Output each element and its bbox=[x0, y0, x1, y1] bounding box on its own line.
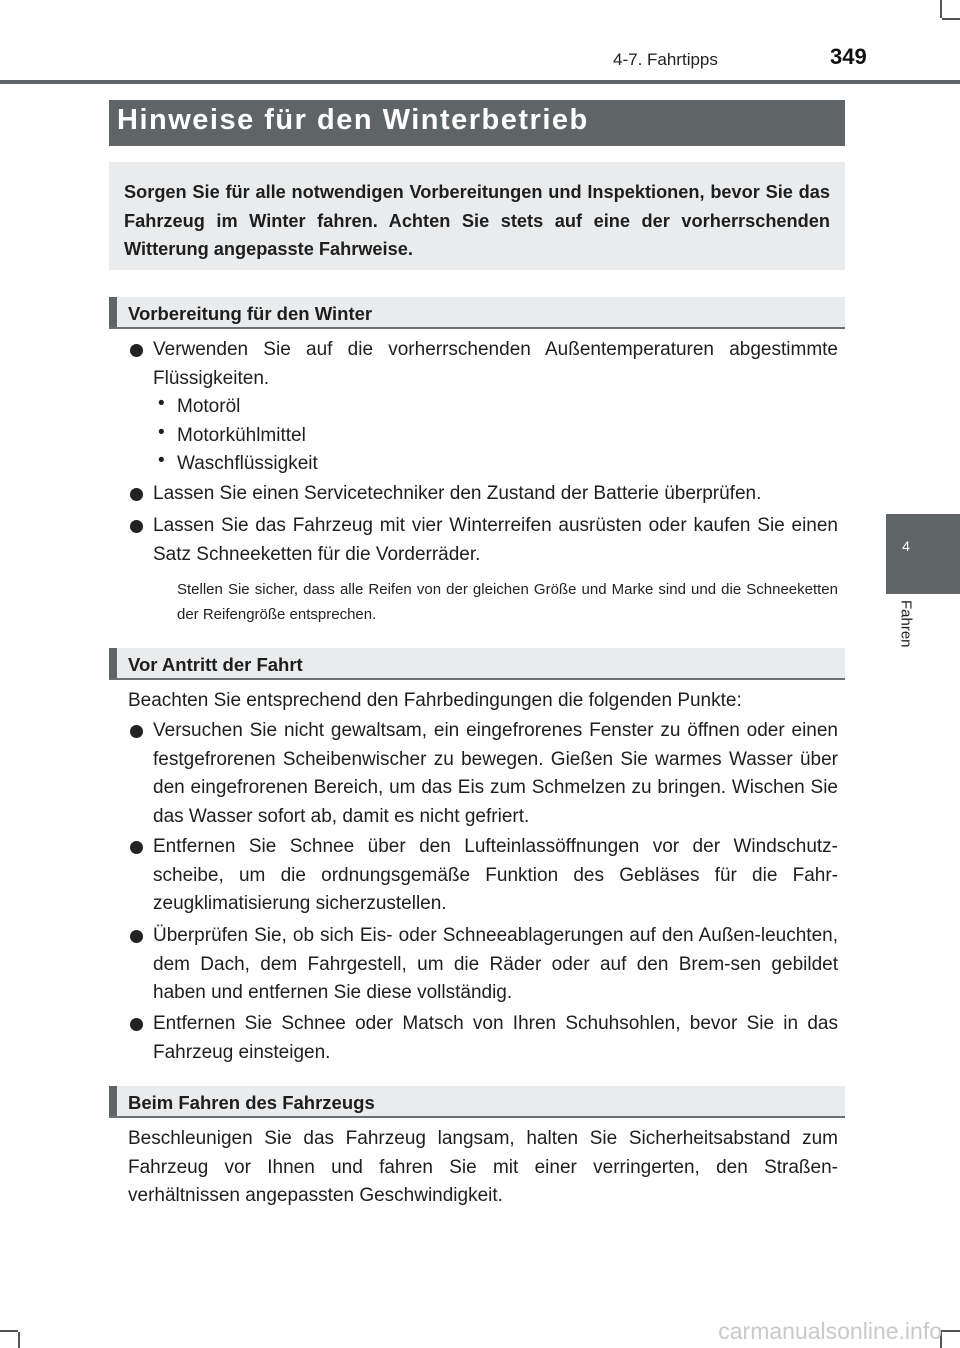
section-heading-text: Beim Fahren des Fahrzeugs bbox=[128, 1092, 375, 1113]
page-title: Hinweise für den Winterbetrieb bbox=[117, 104, 589, 136]
section-lead: Beachten Sie entsprechend den Fahrbedingungen die folgenden Punkte: bbox=[128, 690, 742, 711]
sub-list-item: Waschflüssigkeit bbox=[177, 453, 318, 474]
chapter-label: Fahren bbox=[897, 600, 915, 648]
sub-list-item: Motorkühlmittel bbox=[177, 425, 306, 446]
bullet-icon bbox=[130, 841, 143, 854]
sub-list-item: Motoröl bbox=[177, 396, 241, 417]
list-item: Überprüfen Sie, ob sich Eis- oder Schneeablagerungen auf den Außen-leuchten, dem Dach, dem Fahrgestell, um die Räder oder auf den Brem-sen gebildet haben und entfernen Sie diese vollständig. bbox=[153, 925, 838, 1004]
section-heading-while-driving bbox=[109, 1086, 845, 1118]
list-item: Lassen Sie das Fahrzeug mit vier Winterreifen ausrüsten oder kaufen Sie einen Satz Schneeketten für die Vorderräder. bbox=[153, 515, 838, 565]
list-item: Lassen Sie einen Servicetechniker den Zustand der Batterie überprüfen. bbox=[153, 483, 762, 504]
crop-mark bbox=[942, 1330, 960, 1332]
crop-mark bbox=[0, 1330, 18, 1332]
crop-mark bbox=[942, 18, 960, 20]
bullet-icon bbox=[130, 520, 143, 533]
note-text: Stellen Sie sicher, dass alle Reifen von der gleichen Größe und Marke sind und die Schneeketten der Reifengröße entsprechen. bbox=[177, 581, 838, 623]
sub-bullet-icon: • bbox=[158, 450, 165, 471]
chapter-number: 4 bbox=[902, 538, 910, 554]
watermark: carmanualsonline.info bbox=[718, 1318, 942, 1344]
list-item: Verwenden Sie auf die vorherrschenden Außentemperaturen abgestimmte Flüssigkeiten. bbox=[153, 339, 838, 389]
bullet-icon bbox=[130, 725, 143, 738]
page-number: 349 bbox=[830, 44, 867, 69]
sub-bullet-icon: • bbox=[158, 422, 165, 443]
section-heading-before-drive bbox=[109, 648, 845, 680]
header-rule bbox=[0, 80, 960, 84]
list-item: Entfernen Sie Schnee über den Lufteinlassöffnungen vor der Windschutz-scheibe, um die ordnungsgemäße Funktion des Gebläses für die Fahr-zeugklimatisierung sicherzustellen. bbox=[153, 836, 838, 915]
section-heading-text: Vor Antritt der Fahrt bbox=[128, 654, 303, 675]
section-heading-winter-prep bbox=[109, 297, 845, 329]
bullet-icon bbox=[130, 930, 143, 943]
chapter-tab bbox=[886, 514, 960, 594]
list-item: Entfernen Sie Schnee oder Matsch von Ihren Schuhsohlen, bevor Sie in das Fahrzeug einsteigen. bbox=[153, 1013, 838, 1063]
section-lead: Beschleunigen Sie das Fahrzeug langsam, halten Sie Sicherheitsabstand zum Fahrzeug vor Ihnen und fahren Sie mit einer verringerten, den Straßen-verhältnissen angepassten Geschwindigkeit. bbox=[128, 1128, 838, 1207]
intro-text: Sorgen Sie für alle notwendigen Vorbereitungen und Inspektionen, bevor Sie das Fahrzeug im Winter fahren. Achten Sie stets auf eine der vorherrschenden Witterung angepasste Fahrweise. bbox=[124, 182, 830, 259]
crop-mark bbox=[940, 0, 942, 18]
bullet-icon bbox=[130, 344, 143, 357]
bullet-icon bbox=[130, 1018, 143, 1031]
section-heading-text: Vorbereitung für den Winter bbox=[128, 303, 373, 324]
sub-bullet-icon: • bbox=[158, 393, 165, 414]
list-item: Versuchen Sie nicht gewaltsam, ein eingefrorenes Fenster zu öffnen oder einen festgefrorenen Scheibenwischer zu bewegen. Gießen Sie warmes Wasser über den eingefrorenen Bereich, um das Eis zum Schmelzen zu bringen. Wischen Sie das Wasser sofort ab, damit es nicht gefriert. bbox=[153, 720, 838, 827]
crop-mark bbox=[18, 1332, 20, 1348]
bullet-icon bbox=[130, 488, 143, 501]
running-header-section: 4-7. Fahrtipps bbox=[613, 50, 718, 69]
